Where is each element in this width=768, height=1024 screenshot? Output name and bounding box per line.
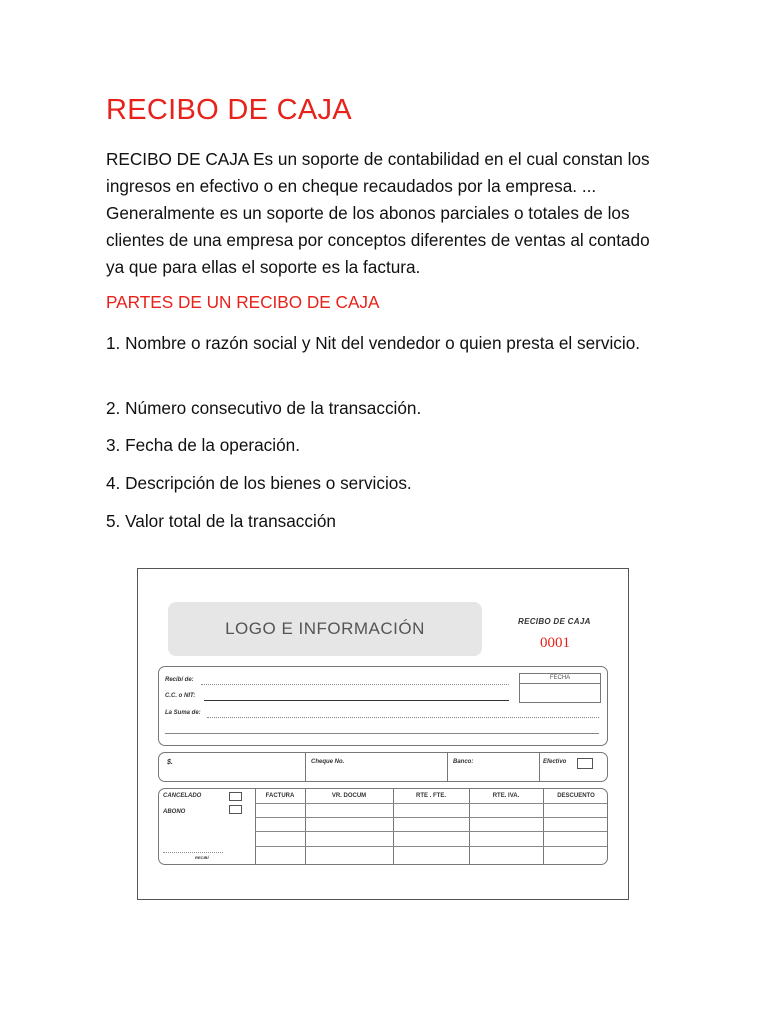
abono-label: ABONO bbox=[163, 809, 186, 815]
table-row-line bbox=[255, 803, 608, 804]
suma-de-line bbox=[207, 717, 599, 718]
recibi-de-line bbox=[201, 684, 509, 685]
divider bbox=[393, 789, 394, 864]
table-row-line bbox=[255, 817, 608, 818]
page-title: RECIBO DE CAJA bbox=[106, 94, 352, 126]
list-item: 4. Descripción de los bienes o servicios. bbox=[106, 473, 412, 493]
cheque-label: Cheque No. bbox=[311, 759, 345, 765]
list-item: 5. Valor total de la transacción bbox=[106, 511, 336, 531]
table-row-line bbox=[255, 846, 608, 847]
section-subtitle: PARTES DE UN RECIBO DE CAJA bbox=[106, 292, 380, 312]
table-row-line bbox=[255, 831, 608, 832]
divider bbox=[305, 753, 306, 781]
intro-paragraph: RECIBO DE CAJA Es un soporte de contabilidad en el cual constan los ingresos en efectivo o en cheque recaudados por la empresa. ... Generalmente es un soporte de los abonos parciales o totales de los clientes de una empresa por conceptos diferentes de ventas al contado ya que para ellas el soporte es la factura. bbox=[106, 149, 650, 277]
divider bbox=[543, 789, 544, 864]
divider bbox=[539, 753, 540, 781]
list-item: 3. Fecha de la operación. bbox=[106, 435, 300, 455]
cancelado-label: CANCELADO bbox=[163, 793, 202, 799]
list-item: 1. Nombre o razón social y Nit del vendedor o quien presta el servicio. bbox=[106, 333, 641, 353]
recibi-de-label: Recibí de: bbox=[165, 677, 194, 683]
column-header: RTE . FTE. bbox=[416, 793, 446, 799]
list-item: 2. Número consecutivo de la transacción. bbox=[106, 398, 422, 418]
dollar-label: $. bbox=[167, 759, 173, 766]
divider bbox=[469, 789, 470, 864]
column-header: VR. DOCUM bbox=[331, 793, 367, 799]
receipt-number: 0001 bbox=[540, 635, 570, 651]
suma-de-line-2 bbox=[165, 733, 599, 734]
column-header: RTE. IVA. bbox=[492, 793, 520, 799]
logo-placeholder: LOGO E INFORMACIÓN bbox=[168, 602, 482, 656]
details-table bbox=[158, 788, 608, 865]
suma-de-label: La Suma de: bbox=[165, 710, 201, 716]
recibi-label: RECIBÍ bbox=[195, 855, 209, 860]
receipt-image bbox=[137, 568, 629, 900]
efectivo-checkbox bbox=[577, 758, 593, 769]
payment-section bbox=[158, 752, 608, 782]
divider bbox=[305, 789, 306, 864]
abono-checkbox bbox=[229, 805, 242, 814]
banco-label: Banco: bbox=[453, 759, 474, 765]
date-label: FECHA bbox=[520, 674, 600, 684]
payer-section bbox=[158, 666, 608, 746]
divider bbox=[255, 789, 256, 864]
cancelado-checkbox bbox=[229, 792, 242, 801]
signature-line bbox=[163, 852, 223, 853]
column-header: DESCUENTO bbox=[557, 793, 595, 799]
cc-nit-label: C.C. o NIT: bbox=[165, 693, 196, 699]
column-header: FACTURA bbox=[265, 793, 295, 799]
receipt-title: RECIBO DE CAJA bbox=[518, 617, 591, 626]
date-box bbox=[519, 673, 601, 703]
cc-nit-line bbox=[204, 700, 509, 701]
divider bbox=[447, 753, 448, 781]
efectivo-label: Efectivo bbox=[543, 759, 567, 765]
